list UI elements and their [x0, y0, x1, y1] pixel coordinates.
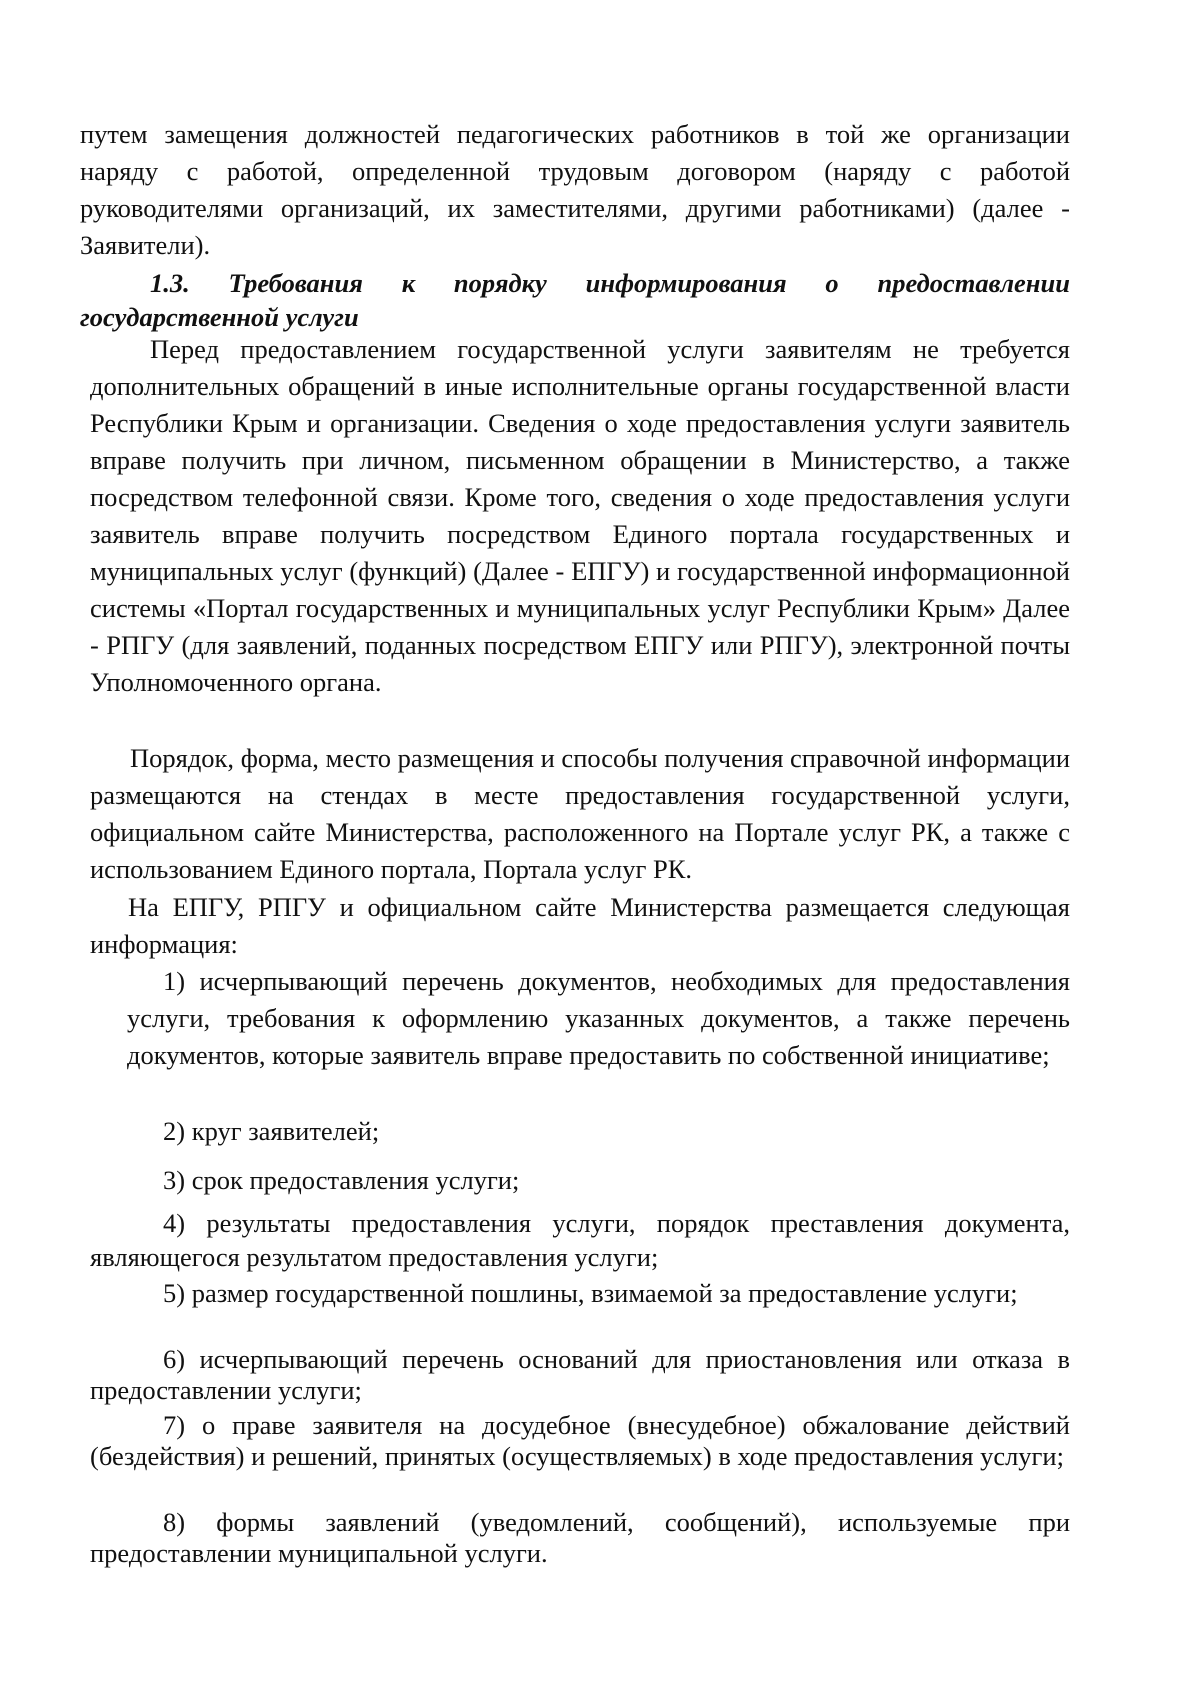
- paragraph-reference-information: Порядок, форма, место размещения и способы получения справочной информации размещаются на стендах в месте предоставления государственной услуги, официальном сайте Министерства, расположенного на Портале услуг РК, а также с использованием Единого портала, Портала услуг РК.: [90, 743, 1070, 884]
- paragraph-published-information: На ЕПГУ, РПГУ и официальном сайте Министерства размещается следующая информация:: [90, 892, 1070, 959]
- list-item-4: 4) результаты предоставления услуги, порядок преставления документа, являющегося результатом предоставления услуги;: [90, 1208, 1070, 1272]
- list-item-3: 3) срок предоставления услуги;: [163, 1165, 520, 1195]
- list-item-6: 6) исчерпывающий перечень оснований для приостановления или отказа в предоставлении услуги;: [90, 1344, 1070, 1405]
- paragraph-information-access: Перед предоставлением государственной услуги заявителям не требуется дополнительных обращений в иные исполнительные органы государственной власти Республики Крым и организации. Сведения о ходе предоставления услуги заявитель вправе получить при личном, письменном обращении в Министерство, а также посредством телефонной связи. Кроме того, сведения о ходе предоставления услуги заявитель вправе получить посредством Единого портала государственных и муниципальных услуг (функций) (Далее - ЕПГУ) и государственной информационной системы «Портал государственных и муниципальных услуг Республики Крым» Далее - РПГУ (для заявлений, поданных посредством ЕПГУ или РПГУ), электронной почты Уполномоченного органа.: [90, 334, 1070, 697]
- continuation-paragraph: путем замещения должностей педагогических работников в той же организации наряду с работой, определенной трудовым договором (наряду с работой руководителями организаций, их заместителями, другими работниками) (далее - Заявители).: [80, 119, 1070, 260]
- list-item-5: 5) размер государственной пошлины, взимаемой за предоставление услуги;: [163, 1278, 1018, 1308]
- list-item-2: 2) круг заявителей;: [163, 1116, 380, 1146]
- list-item-7: 7) о праве заявителя на досудебное (внесудебное) обжалование действий (бездействия) и решений, принятых (осуществляемых) в ходе предоставления услуги;: [90, 1410, 1070, 1471]
- list-item-1: 1) исчерпывающий перечень документов, необходимых для предоставления услуги, требования к оформлению указанных документов, а также перечень документов, которые заявитель вправе предоставить по собственной инициативе;: [127, 966, 1070, 1070]
- section-heading: 1.3. Требования к порядку информирования о предоставлении государственной услуги: [80, 268, 1070, 332]
- list-item-8: 8) формы заявлений (уведомлений, сообщений), используемые при предоставлении муниципальной услуги.: [90, 1507, 1070, 1568]
